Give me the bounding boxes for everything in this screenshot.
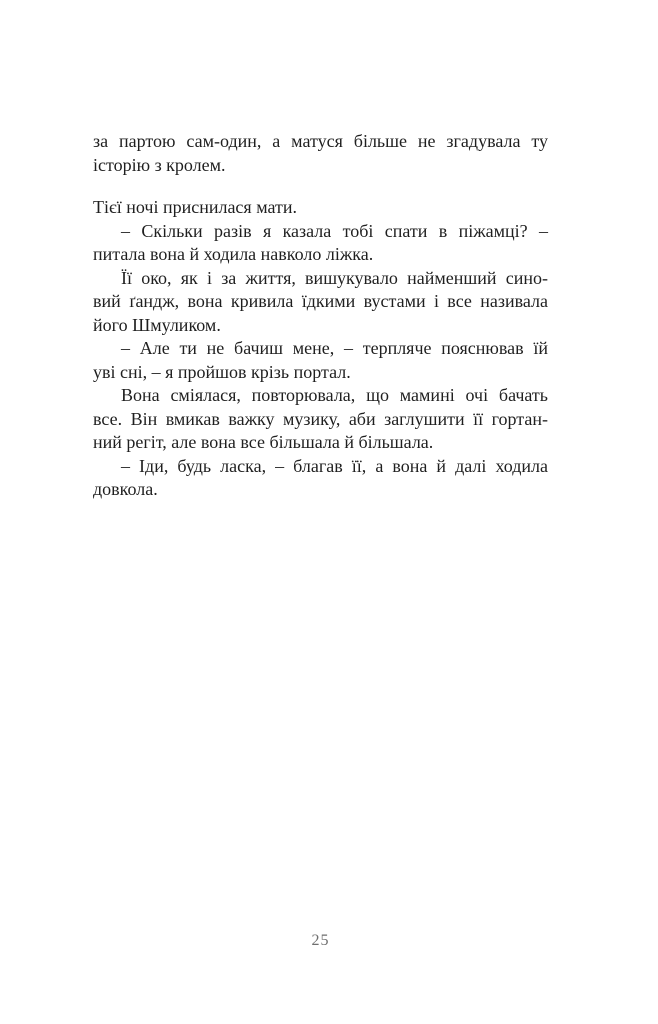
text-line: Тієї ночі приснилася мати. — [93, 197, 297, 217]
text-line: його Шмуликом. — [93, 314, 221, 335]
body-text — [93, 130, 548, 502]
text-line: Її око, як і за життя, вишукувало найменший сино- — [121, 267, 548, 288]
text-line: все. Він вмикав важку музику, аби заглушити її гортан- — [93, 408, 548, 429]
text-line: ний регіт, але вона все більшала й більшала. — [93, 432, 434, 452]
paragraph — [93, 267, 548, 338]
paragraph — [93, 337, 548, 384]
text-line: історію з кролем. — [93, 154, 226, 175]
text-line: уві сні, – я пройшов крізь портал. — [93, 361, 351, 382]
text-line: – Іди, будь ласка, – благав її, а вона й далі ходила — [121, 455, 548, 476]
paragraph — [93, 196, 548, 220]
paragraph — [93, 220, 548, 267]
paragraph — [93, 455, 548, 502]
paragraph — [93, 384, 548, 455]
paragraph — [93, 130, 548, 177]
text-line: питала вона й ходила навколо ліжка. — [93, 244, 374, 264]
page-number: 25 — [311, 932, 330, 949]
text-line: – Але ти не бачиш мене, – терпляче пояснював їй — [121, 338, 548, 358]
text-line: Вона сміялася, повторювала, що мамині очі бачать — [121, 385, 548, 405]
text-line: за партою сам-один, а матуся більше не згадувала ту — [93, 131, 548, 151]
text-line: вий ґандж, вона кривила їдкими вустами і все називала — [93, 291, 548, 311]
text-line: довкола. — [93, 479, 158, 499]
text-line: – Скільки разів я казала тобі спати в піжамці? – — [121, 220, 548, 241]
